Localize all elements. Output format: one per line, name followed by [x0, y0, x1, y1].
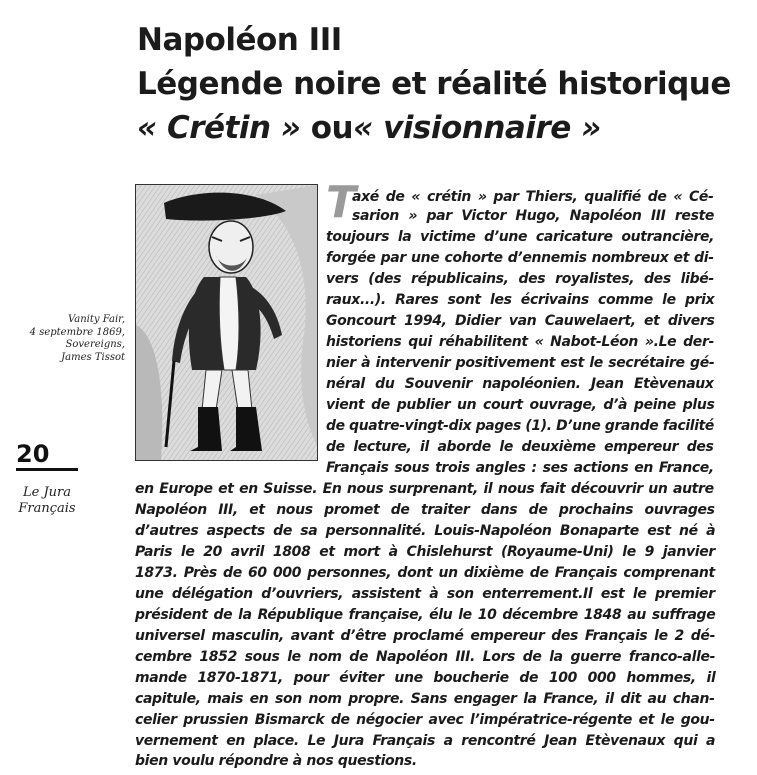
article-line: vers (des républicains, des royalistes, des libé-	[326, 271, 714, 287]
title-connector: ou	[300, 110, 354, 146]
caricature-image	[135, 184, 318, 461]
article-line: de lecture, il aborde le deuxième empereur des	[326, 439, 714, 455]
caricature-drawing	[136, 185, 317, 460]
article-line: de quatre-vingt-dix pages (1). D’une grande facilité	[326, 418, 714, 434]
article-line: 1873. Près de 60 000 personnes, dont un dixième de Français comprenant	[135, 565, 715, 581]
article-line: toujours la victime d’une caricature outrancière,	[326, 229, 715, 245]
article-line: vient de publier un court ouvrage, d’à peine plus	[326, 397, 715, 413]
caption-line: 4 septembre 1869,	[29, 326, 125, 338]
page-number: 20	[16, 440, 78, 471]
article-line: axé de « crétin » par Thiers, qualifié de « Cé-	[352, 189, 714, 205]
title-line-2: Légende noire et réalité historique	[137, 66, 731, 102]
article-line: historiens qui réhabilitent « Nabot-Léon ».Le der-	[326, 334, 714, 350]
article-line: Français sous trois angles : ses actions en France,	[326, 460, 714, 476]
article-line: celier prussien Bismarck de négocier avec l’impératrice-régente et le gou-	[135, 712, 715, 728]
title-quote-cretin: « Crétin »	[137, 110, 301, 146]
title-quote-visionnaire: « visionnaire »	[353, 110, 601, 146]
article-line: forgée par une cohorte d’ennemis nombreux et di-	[326, 250, 714, 266]
article-line: bien voulu répondre à nos questions.	[135, 753, 417, 769]
article-line: Napoléon III, et nous promet de traiter dans de prochains ouvrages	[135, 502, 715, 518]
article-line: capitule, mais en son nom propre. Sans engager la France, il dit au chan-	[135, 691, 715, 707]
title-line-1: Napoléon III	[137, 22, 342, 58]
article-line: universel masculin, avant d’être proclamé empereur des Français le 2 dé-	[135, 628, 716, 644]
publication-line: Français	[18, 501, 76, 516]
article-line: une délégation d’ouvriers, assistent à son enterrement.Il est le premier	[135, 586, 715, 602]
article-line: sarion » par Victor Hugo, Napoléon III reste	[352, 208, 715, 224]
article-line: vernement en place. Le Jura Français a rencontré Jean Etèvenaux qui a	[135, 733, 716, 749]
article-line: en Europe et en Suisse. En nous surprenant, il nous fait découvrir un autre	[135, 481, 714, 497]
caption-line: Sovereigns,	[65, 339, 125, 350]
article-line: nier à intervenir positivement est le secrétaire gé-	[326, 355, 715, 371]
article-line: d’autres aspects de sa personnalité. Louis-Napoléon Bonaparte est né à	[135, 523, 716, 539]
publication-line: Le Jura	[22, 485, 71, 500]
article-line: Paris le 20 avril 1808 et mort à Chislehurst (Royaume-Uni) le 9 janvier	[135, 544, 715, 560]
title-line-3	[137, 106, 747, 150]
article-line: cembre 1852 sous le nom de Napoléon III. Lors de la guerre franco-alle-	[135, 649, 716, 665]
article-line: raux...). Rares sont les écrivains comme le prix	[326, 292, 715, 308]
article-line: néral du Souvenir napoléonien. Jean Etèvenaux	[326, 376, 714, 392]
publication-name	[12, 485, 82, 517]
article-line: mande 1870-1871, pour éviter une boucherie de 100 000 hommes, il	[135, 670, 716, 686]
article-line: président de la République française, élu le 10 décembre 1848 au suffrage	[135, 607, 716, 623]
drop-cap: T	[326, 177, 357, 228]
caption-line: James Tissot	[61, 351, 125, 363]
article-title	[137, 18, 747, 150]
image-caption	[5, 314, 125, 364]
caption-line: Vanity Fair,	[67, 314, 125, 325]
article-line: Goncourt 1994, Didier van Cauwelaert, et divers	[326, 313, 715, 329]
